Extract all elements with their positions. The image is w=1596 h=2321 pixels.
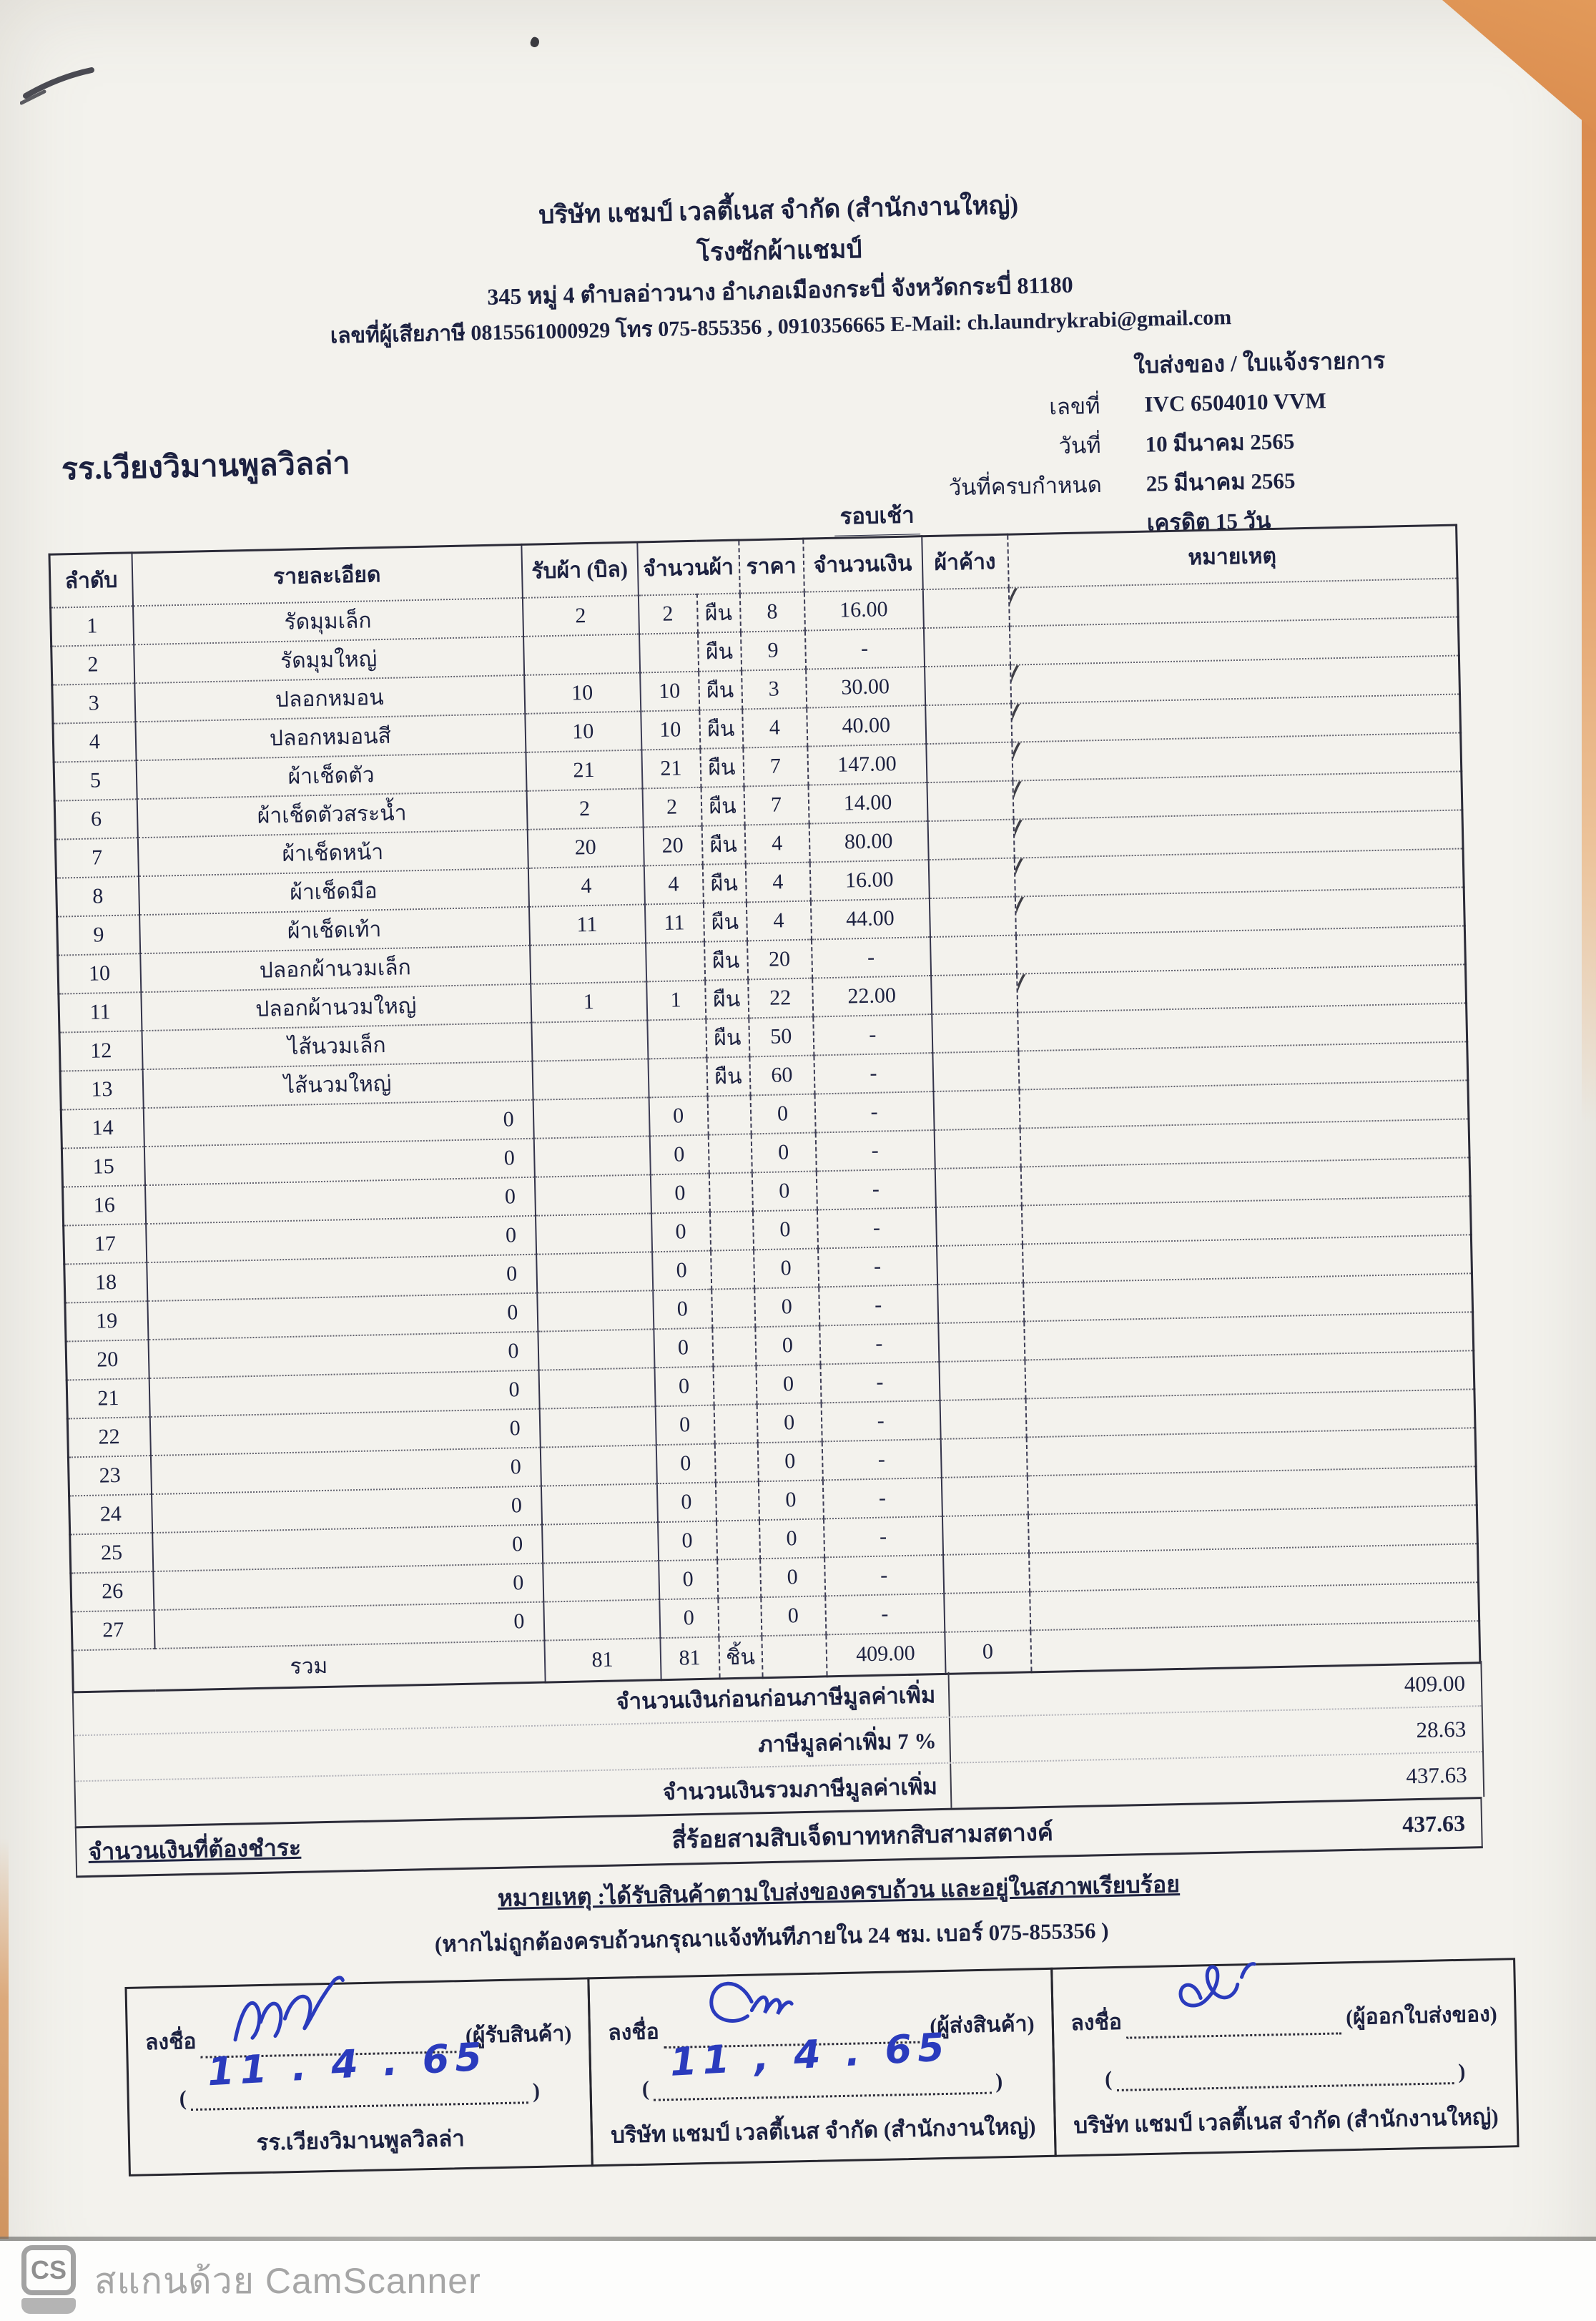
signer-organization: รร.เวียงวิมานพูลวิลล่า	[256, 2126, 466, 2156]
cell-unit: ผืน	[703, 902, 747, 941]
total-unit: ชิ้น	[719, 1636, 762, 1679]
cell-unit: ผืน	[705, 979, 749, 1019]
cell-bill	[538, 1329, 654, 1370]
signer-role: (ผู้ส่งสินค้า)	[929, 2012, 1035, 2038]
cell-qty: 1	[646, 981, 706, 1021]
cell-unit: ผืน	[699, 671, 742, 710]
cell-amount: -	[824, 1555, 944, 1596]
cell-price: 0	[750, 1094, 815, 1134]
cell-price: 0	[754, 1287, 819, 1327]
remark-line-1: หมายเหตุ :ได้รับสินค้าตามใบส่งของครบถ้วน และอยู่ในสภาพเรียบร้อย	[497, 1871, 1181, 1912]
cell-balance	[940, 1398, 1026, 1439]
cell-no: 25	[70, 1533, 153, 1573]
cell-unit	[712, 1327, 756, 1366]
cell-unit	[717, 1559, 761, 1598]
cell-price: 4	[742, 708, 807, 748]
cell-unit: ผืน	[696, 594, 740, 633]
sign-label: ลงชื่อ	[144, 2029, 197, 2055]
cell-amount: -	[822, 1439, 941, 1480]
cell-unit	[715, 1481, 759, 1521]
cell-desc: ไส้นวมใหญ่	[142, 1061, 533, 1108]
cell-amount: -	[823, 1516, 942, 1557]
cell-bill	[543, 1599, 660, 1640]
cell-unit	[707, 1095, 751, 1134]
document-meta	[864, 381, 1329, 547]
cell-unit	[711, 1288, 755, 1328]
sign-label: ลงชื่อ	[607, 2020, 660, 2045]
cell-balance	[939, 1360, 1025, 1400]
cell-amount: -	[825, 1594, 945, 1634]
cell-price: 0	[761, 1596, 826, 1636]
cell-balance	[932, 1013, 1018, 1054]
signature-box-sender: ลงชื่อ (ผู้ส่งสินค้า) ( ) 11 , 4 . 65 บริษัท แชมป์ เวลตี้เนส จำกัด (สำนักงานใหญ่)	[588, 1968, 1057, 2167]
cell-qty: 10	[640, 672, 699, 712]
cell-balance	[933, 1090, 1020, 1131]
cell-qty: 0	[650, 1174, 709, 1214]
cell-unit	[718, 1597, 762, 1637]
cell-unit: ผืน	[701, 786, 744, 825]
handwritten-date: 11 , 4 . 65	[669, 2024, 952, 2085]
cell-balance	[926, 742, 1013, 783]
cell-no: 13	[60, 1069, 143, 1109]
cell-balance	[922, 588, 1009, 629]
name-line	[1116, 2061, 1454, 2091]
cell-bill: 10	[524, 672, 641, 713]
cell-bill: 2	[522, 596, 639, 637]
company-tax-contact: เลขที่ผู้เสียภาษี 0815561000929 โทร 075-855356 , 0910356665 E-Mail: ch.laundrykrabi@gmail.com	[330, 305, 1232, 348]
cell-bill	[530, 943, 646, 983]
header-bill-qty: รับผ้า (บิล)	[521, 542, 639, 598]
cell-no: 10	[58, 953, 141, 993]
cell-no: 12	[59, 1031, 142, 1071]
cell-qty: 0	[656, 1444, 715, 1484]
camscanner-watermark-text: สแกนด้วย CamScanner	[94, 2260, 481, 2301]
cell-price: 4	[744, 824, 809, 864]
cell-unit	[714, 1404, 757, 1443]
invoice-date-label: วันที่	[1058, 432, 1101, 458]
document-type: ใบส่งของ / ใบแจ้งรายการ	[1133, 347, 1386, 378]
grand-total-value: 437.63	[1406, 1762, 1468, 1789]
cell-no: 14	[61, 1108, 144, 1148]
cell-amount: -	[812, 937, 931, 978]
cell-desc: รัดมุมเล็ก	[133, 598, 523, 644]
cell-balance	[937, 1282, 1024, 1323]
cell-desc: 0	[147, 1255, 537, 1301]
cell-balance	[923, 627, 1010, 667]
total-amount: 409.00	[826, 1632, 945, 1677]
cell-amount: 40.00	[807, 705, 926, 746]
cell-price: 0	[757, 1441, 822, 1481]
cell-unit	[714, 1443, 758, 1482]
cell-price: 3	[742, 669, 807, 710]
cell-desc: 0	[143, 1100, 533, 1147]
total-price	[762, 1634, 827, 1677]
cell-no: 24	[69, 1494, 152, 1534]
cell-desc: 0	[144, 1139, 534, 1185]
cell-price: 7	[744, 785, 809, 825]
amount-in-words: สี่ร้อยสามสิบเจ็ดบาทหกสิบสามสตางค์	[671, 1820, 1054, 1854]
cell-desc: 0	[144, 1177, 535, 1224]
cell-no: 1	[51, 606, 134, 646]
cell-balance	[927, 781, 1013, 822]
header-description: รายละเอียด	[132, 544, 522, 606]
cell-balance	[943, 1553, 1030, 1594]
cell-amount: -	[821, 1400, 940, 1441]
cell-amount: 44.00	[810, 898, 930, 939]
cell-desc: ผ้าเช็ดตัวสระน้ำ	[137, 791, 527, 838]
cell-amount: -	[815, 1130, 935, 1171]
cell-qty: 4	[644, 865, 703, 905]
invoice-number-value: IVC 6504010 VVM	[1144, 387, 1327, 417]
cell-no: 19	[65, 1301, 148, 1341]
signature-section	[124, 1958, 1517, 2177]
cell-desc: 0	[148, 1332, 538, 1378]
cell-balance	[935, 1205, 1022, 1246]
cell-price: 22	[748, 978, 813, 1019]
cell-price: 50	[749, 1017, 814, 1057]
cell-qty: 21	[641, 749, 701, 789]
cell-unit	[708, 1134, 752, 1173]
cell-amount: -	[817, 1207, 936, 1248]
cell-no: 2	[51, 644, 134, 684]
cell-amount: 14.00	[808, 782, 927, 823]
header-note: หมายเหตุ	[1008, 525, 1457, 588]
cell-balance	[935, 1167, 1021, 1207]
cell-bill	[531, 1020, 648, 1061]
cell-qty: 11	[644, 903, 704, 943]
cell-desc: 0	[152, 1486, 542, 1533]
signer-organization: บริษัท แชมป์ เวลตี้เนส จำกัด (สำนักงานใหญ่)	[1073, 2104, 1499, 2139]
cell-desc: 0	[149, 1370, 539, 1417]
cell-unit	[709, 1172, 752, 1212]
cell-no: 27	[72, 1610, 154, 1650]
camscanner-watermark-bar	[0, 2241, 1596, 2321]
cell-unit: ผืน	[697, 632, 741, 672]
cell-unit: ผืน	[701, 825, 745, 864]
cell-balance	[937, 1244, 1023, 1285]
total-balance: 0	[945, 1630, 1031, 1674]
cell-amount: -	[819, 1323, 939, 1364]
cell-bill	[538, 1368, 655, 1408]
cell-no: 18	[64, 1262, 147, 1302]
cell-price: 4	[746, 901, 811, 941]
cell-qty: 2	[642, 787, 701, 828]
header-balance: ผ้าค้าง	[922, 534, 1009, 589]
cell-balance	[944, 1591, 1030, 1632]
cell-unit: ผืน	[700, 747, 744, 787]
cell-unit: ผืน	[704, 941, 748, 980]
cell-price: 0	[759, 1518, 824, 1559]
cell-desc: ผ้าเช็ดหน้า	[137, 830, 528, 876]
cell-amount: -	[818, 1246, 937, 1287]
signer-organization: บริษัท แชมป์ เวลตี้เนส จำกัด (สำนักงานใหญ่)	[610, 2114, 1036, 2148]
due-date-label: วันที่ครบกำหนด	[948, 471, 1103, 500]
cell-balance	[928, 858, 1015, 899]
cell-price: 20	[747, 940, 812, 980]
cell-desc: 0	[153, 1564, 543, 1610]
handwritten-date: 11 . 4 . 65	[206, 2033, 489, 2095]
cell-bill: 20	[527, 827, 644, 868]
credit-terms: เครดิต 15 วัน	[1146, 507, 1271, 536]
cell-qty: 0	[656, 1483, 716, 1523]
cell-price: 0	[758, 1480, 823, 1520]
cell-price: 0	[756, 1364, 821, 1404]
cell-bill	[539, 1406, 656, 1447]
cell-qty: 2	[638, 594, 697, 634]
amount-due-value: 437.63	[1402, 1810, 1466, 1837]
cell-amount: -	[816, 1169, 935, 1209]
cell-qty: 0	[653, 1290, 712, 1330]
cell-no: 15	[61, 1147, 144, 1187]
remark-line-2: (หากไม่ถูกต้องครบถ้วนกรุณาแจ้งทันทีภายใน 24 ชม. เบอร์ 075-855356 )	[434, 1918, 1109, 1957]
cell-no: 4	[53, 722, 136, 762]
invoice-date-value: 10 มีนาคม 2565	[1145, 428, 1295, 457]
camscanner-icon	[21, 2245, 76, 2317]
cell-desc: ผ้าเช็ดมือ	[138, 868, 528, 915]
total-label: รวม	[72, 1641, 545, 1692]
cell-unit	[716, 1520, 760, 1559]
cell-bill: 2	[526, 788, 643, 829]
cell-amount: -	[822, 1478, 942, 1518]
cell-desc: ปลอกหมอน	[134, 675, 525, 722]
cell-bill	[532, 1059, 649, 1099]
items-table	[48, 524, 1481, 1694]
cell-unit	[709, 1211, 753, 1250]
cell-amount: -	[820, 1362, 940, 1403]
cell-no: 20	[66, 1340, 149, 1380]
signature-box-issuer: ลงชื่อ (ผู้ออกใบส่งของ) ( ) บริษัท แชมป์ เวลตี้เนส จำกัด (สำนักงานใหญ่)	[1050, 1958, 1519, 2157]
cell-price: 0	[754, 1248, 819, 1288]
cell-desc: ผ้าเช็ดเท้า	[139, 907, 530, 953]
signature-ink	[1146, 1954, 1326, 2033]
cell-balance	[925, 704, 1012, 745]
cell-desc: ปลอกผ้านวมใหญ่	[141, 984, 531, 1031]
cell-qty	[648, 1058, 707, 1098]
header-price: ราคา	[739, 539, 804, 593]
cell-no: 3	[52, 683, 135, 723]
cell-qty	[647, 1019, 706, 1059]
cell-bill	[537, 1290, 654, 1331]
cell-bill	[536, 1213, 652, 1254]
cell-price: 7	[743, 747, 808, 787]
cell-qty	[646, 942, 705, 982]
cell-amount: -	[814, 1053, 933, 1094]
invoice-number-label: เลขที่	[1048, 393, 1100, 419]
cell-unit	[713, 1365, 757, 1405]
cell-balance	[929, 897, 1015, 938]
cell-qty: 20	[643, 826, 702, 866]
cell-balance	[927, 820, 1014, 860]
cell-bill	[534, 1174, 651, 1215]
total-bill-qty: 81	[544, 1638, 661, 1682]
cell-unit: ผืน	[706, 1056, 750, 1096]
cell-qty: 0	[652, 1251, 711, 1291]
cell-price: 4	[745, 863, 810, 903]
cell-qty	[639, 633, 699, 673]
cell-no: 21	[66, 1378, 149, 1418]
cell-amount: -	[819, 1285, 938, 1325]
cell-amount: -	[804, 628, 924, 669]
cell-amount: -	[813, 1014, 932, 1055]
amount-due-label: จำนวนเงินที่ต้องชำระ	[88, 1834, 302, 1865]
cell-balance	[925, 665, 1011, 706]
company-header	[59, 182, 1500, 353]
cell-amount: 80.00	[809, 821, 928, 862]
cell-unit	[711, 1250, 754, 1289]
cell-desc: 0	[150, 1448, 541, 1494]
cell-qty: 0	[654, 1367, 714, 1407]
cell-bill: 21	[526, 750, 642, 790]
cell-bill: 1	[531, 981, 647, 1022]
cell-desc: 0	[152, 1525, 543, 1571]
cell-bill	[541, 1483, 657, 1524]
cs-logo: CS	[21, 2245, 76, 2295]
cell-desc: 0	[146, 1216, 536, 1262]
cell-desc: 0	[147, 1293, 538, 1340]
cell-amount: 147.00	[807, 744, 927, 785]
round-label: รอบเช้า	[834, 496, 920, 539]
cell-balance	[941, 1476, 1028, 1516]
cell-desc: 0	[149, 1409, 540, 1456]
cell-balance	[934, 1129, 1020, 1169]
cell-no: 26	[71, 1571, 154, 1611]
cell-no: 9	[57, 915, 140, 955]
brand-name: โรงซักผ้าแชมป์	[696, 235, 862, 267]
cell-qty: 0	[659, 1598, 719, 1638]
cell-amount: 16.00	[809, 860, 929, 901]
cell-desc: ปลอกผ้านวมเล็ก	[140, 946, 531, 992]
company-name: บริษัท แชมป์ เวลตี้เนส จำกัด (สำนักงานใหญ่)	[538, 191, 1019, 230]
cell-desc: ปลอกหมอนสี	[135, 714, 526, 760]
cell-desc: 0	[154, 1602, 544, 1649]
cell-bill: 4	[528, 865, 644, 906]
cell-no: 7	[55, 838, 138, 878]
signature-box-receiver: ลงชื่อ (ผู้รับสินค้า) ( ) 11 . 4 . 65 รร.เวียงวิมานพูลวิลล่า	[124, 1977, 593, 2177]
cell-qty: 0	[659, 1560, 718, 1600]
cell-qty: 0	[655, 1405, 714, 1446]
header-cloth-qty: จำนวนผ้า	[637, 540, 740, 595]
subtotal-label: จำนวนเงินก่อนก่อนภาษีมูลค่าเพิ่ม	[74, 1672, 950, 1735]
cell-desc: ผ้าเช็ดตัว	[136, 752, 526, 799]
grand-total-label: จำนวนเงินรวมภาษีมูลค่าเพิ่ม	[75, 1764, 952, 1827]
cell-unit: ผืน	[702, 863, 746, 903]
cell-balance	[930, 936, 1016, 976]
cell-balance	[942, 1514, 1028, 1555]
vat-label: ภาษีมูลค่าเพิ่ม 7 %	[74, 1718, 951, 1781]
cell-bill: 10	[525, 711, 641, 752]
cell-balance	[938, 1321, 1025, 1362]
cell-price: 0	[755, 1325, 820, 1365]
customer-name: รร.เวียงวิมานพูลวิลล่า	[61, 446, 351, 487]
cell-no: 22	[67, 1417, 150, 1457]
cell-desc: ไส้นวมเล็ก	[142, 1023, 532, 1069]
cell-no: 8	[56, 876, 139, 916]
header-no: ลำดับ	[49, 553, 133, 608]
vat-value: 28.63	[1416, 1716, 1467, 1743]
total-cloth-qty: 81	[660, 1637, 719, 1679]
cell-price: 0	[751, 1132, 816, 1172]
cell-price: 9	[740, 631, 805, 671]
cell-price: 60	[749, 1056, 814, 1096]
cell-bill	[543, 1561, 659, 1601]
cell-bill	[533, 1097, 649, 1138]
cell-no: 17	[64, 1224, 147, 1264]
scan-edge-left-bottom	[0, 1838, 9, 2239]
cell-qty: 0	[654, 1328, 713, 1368]
cell-bill	[540, 1445, 656, 1486]
sign-label: ลงชื่อ	[1070, 2010, 1123, 2036]
cell-price: 0	[757, 1403, 822, 1443]
cell-amount: 16.00	[804, 589, 923, 630]
cell-price: 8	[739, 592, 804, 632]
cell-no: 5	[54, 760, 137, 800]
cell-balance	[932, 1051, 1019, 1092]
signer-role: (ผู้ออกใบส่งของ)	[1345, 2002, 1498, 2030]
cell-qty: 0	[649, 1096, 708, 1137]
cell-bill	[542, 1522, 659, 1563]
cell-amount: 30.00	[806, 667, 925, 707]
cell-price: 0	[760, 1557, 825, 1597]
cell-no: 23	[68, 1456, 151, 1496]
cell-no: 11	[59, 992, 142, 1032]
paper-bottom-edge	[0, 2237, 1596, 2241]
cell-bill	[536, 1252, 653, 1292]
cell-amount: 22.00	[812, 976, 932, 1016]
cell-no: 6	[54, 799, 137, 839]
cell-qty: 0	[649, 1135, 709, 1175]
cell-unit: ผืน	[706, 1018, 749, 1057]
cell-price: 0	[752, 1209, 817, 1250]
header-amount: จำนวนเงิน	[803, 536, 923, 592]
cell-bill	[533, 1136, 650, 1177]
company-address: 345 หมู่ 4 ตำบลอ่าวนาง อำเภอเมืองกระบี่ จังหวัดกระบี่ 81180	[487, 271, 1073, 310]
cell-desc: รัดมุมใหญ่	[134, 637, 524, 683]
cell-qty: 10	[641, 710, 700, 750]
cell-balance	[940, 1437, 1027, 1478]
cell-qty: 0	[651, 1212, 710, 1252]
cell-bill	[523, 634, 640, 675]
cell-amount: -	[814, 1091, 934, 1132]
cell-qty: 0	[658, 1521, 717, 1561]
cell-bill: 11	[528, 904, 645, 945]
cell-balance	[931, 974, 1018, 1015]
due-date-value: 25 มีนาคม 2565	[1146, 467, 1296, 496]
signer-role: (ผู้รับสินค้า)	[465, 2021, 572, 2048]
subtotal-value: 409.00	[1404, 1670, 1466, 1697]
cell-price: 0	[752, 1171, 817, 1211]
cell-no: 16	[63, 1185, 146, 1225]
cell-unit: ผืน	[699, 710, 743, 749]
